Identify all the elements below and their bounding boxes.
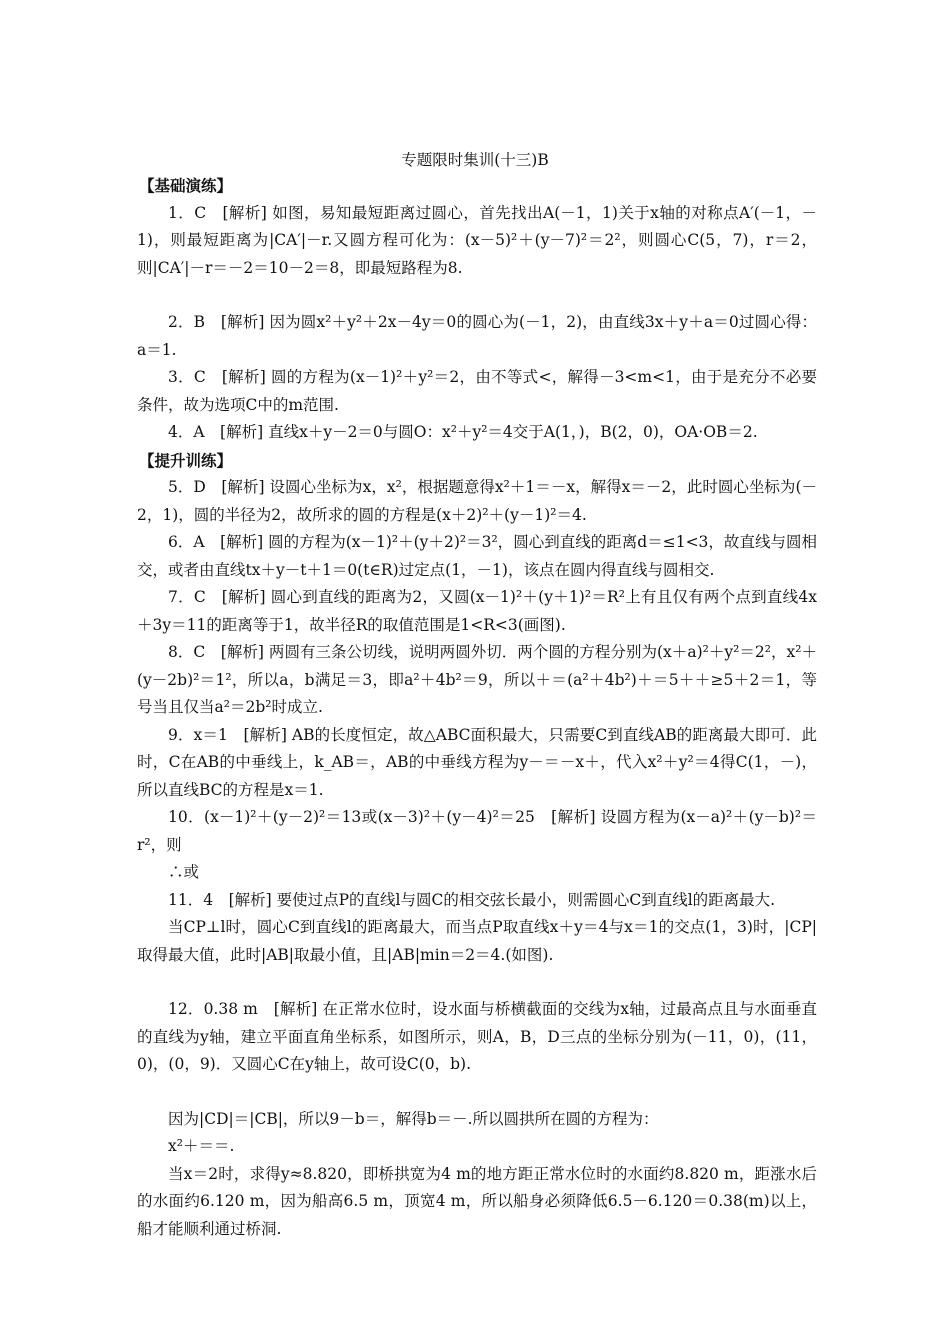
- figure-space: [137, 282, 817, 309]
- answer-4: 4．A [解析] 直线x＋y－2＝0与圆O：x²＋y²＝4交于A(1，)，B(2，0)，OA·OB＝2.: [168, 423, 758, 441]
- answer-11-cont: 当CP⊥l时，圆心C到直线l的距离最大，而当点P取直线x＋y＝4与x＝1的交点(1，3)时，|CP|取得最大值，此时|AB|取最小值，且|AB|min＝2＝4.(如图).: [137, 918, 817, 964]
- answer-6: 6．A [解析] 圆的方程为(x－1)²＋(y＋2)²＝3²，圆心到直线的距离d＝≤1<3，故直线与圆相交，或者由直线tx＋y－t＋1＝0(t∈R)过定点(1，－1)，该点在圆内得直线与圆相交.: [137, 533, 817, 579]
- answer-12-equation: x²＋＝＝.: [168, 1137, 235, 1155]
- answer-11: 11．4 [解析] 要使过点P的直线l与圆C的相交弦长最小，则需圆心C到直线l的距离最大.: [168, 890, 776, 909]
- answer-10: 10．(x－1)²＋(y－2)²＝13或(x－3)²＋(y－4)²＝25 [解析] 设圆方程为(x－a)²＋(y－b)²＝r²，则: [137, 808, 817, 854]
- section-heading-advanced: 【提升训练】: [139, 450, 233, 470]
- answer-7: 7．C [解析] 圆心到直线的距离为2，又圆(x－1)²＋(y＋1)²＝R²上有且仅有两个点到直线4x＋3y＝11的距离等于1，故半径R的取值范围是1<R<3(画图).: [137, 588, 817, 634]
- answer-1: 1．C [解析] 如图，易知最短距离过圆心，首先找出A(－1，1)关于x轴的对称点A′(－1，－1)，则最短距离为|CA′|－r.又圆方程可化为：(x－5)²＋(y－7)²＝2²，则圆心C(5，7)，r＝2，则|CA′|－r＝－2＝10－2＝8，即最短路程为8.: [137, 203, 817, 277]
- answer-12: 12．0.38 m [解析] 在正常水位时，设水面与桥横截面的交线为x轴，过最高点且与水面垂直的直线为y轴，建立平面直角坐标系，如图所示，则A，B，D三点的坐标分别为(－11，0)，(11，0)，(0，9)．又圆心C在y轴上，故可设C(0，b).: [137, 1000, 817, 1073]
- answer-12-conclusion: 当x＝2时，求得y≈8.820，即桥拱宽为4 m的地方距正常水位时的水面约8.820 m，距涨水后的水面约6.120 m，因为船高6.5 m，顶宽4 m，所以船身必须降低6.5－6.120＝0.38(m)以上，船才能顺利通过桥洞.: [137, 1164, 817, 1238]
- answer-12-cont: 因为|CD|＝|CB|，所以9－b＝，解得b＝－.所以圆拱所在圆的方程为：: [168, 1109, 659, 1128]
- figure-space: [137, 1079, 817, 1106]
- solution-content: [137, 172, 817, 1243]
- answer-8: 8．C [解析] 两圆有三条公切线，说明两圆外切．两个圆的方程分别为(x＋a)²＋y²＝2²，x²＋(y－2b)²＝1²，所以a，b满足＝3，即a²＋4b²＝9，所以＋＝(a²＋4b²)＋＝5＋＋≥5＋2＝1，等号当且仅当a²＝2b²时成立.: [137, 643, 817, 716]
- answer-2: 2．B [解析] 因为圆x²＋y²＋2x－4y＝0的圆心为(－1，2)，由直线3x＋y＋a＝0过圆心得：a＝1.: [137, 313, 817, 359]
- section-heading-basic: 【基础演练】: [139, 176, 233, 195]
- answer-3: 3．C [解析] 圆的方程为(x－1)²＋y²＝2，由不等式<，解得－3<m<1，由于是充分不必要条件，故为选项C中的m范围.: [137, 368, 817, 414]
- page-title: 专题限时集训(十三)B: [401, 151, 549, 169]
- answer-9: 9．x＝1 [解析] AB的长度恒定，故△ABC面积最大，只需要C到直线AB的距离最大即可．此时，C在AB的中垂线上，k_AB＝，AB的中垂线方程为y－＝－x＋，代入x²＋y²＝4得C(1，－)，所以直线BC的方程是x＝1.: [137, 725, 817, 799]
- figure-space: [137, 969, 817, 996]
- answer-5: 5．D [解析] 设圆心坐标为x，x²，根据题意得x²＋1＝－x，解得x＝－2，此时圆心坐标为(－2，1)，圆的半径为2，故所求的圆的方程是(x＋2)²＋(y－1)²＝4.: [137, 478, 817, 524]
- answer-10-cont: ∴或: [168, 863, 200, 881]
